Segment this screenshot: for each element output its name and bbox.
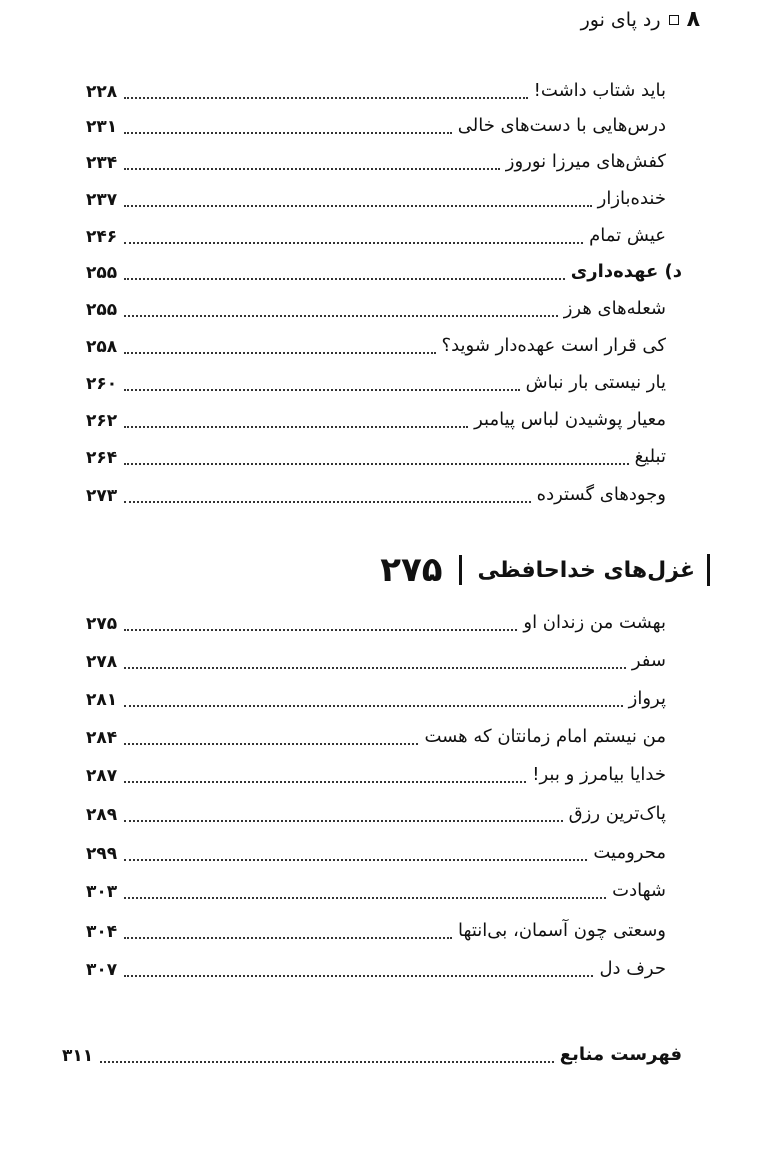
dot-leader (124, 937, 452, 939)
toc-entry[interactable] (86, 834, 682, 864)
section-title: غزل‌های خداحافظی (477, 557, 695, 583)
dot-leader (124, 426, 468, 428)
dot-leader (124, 629, 517, 631)
toc-entry[interactable] (86, 604, 682, 634)
toc-entry-title: کی قرار است عهده‌دار شوید؟ (441, 335, 666, 356)
toc-entry-page: ۲۸۱ (86, 690, 118, 710)
toc-entry-title: محرومیت (593, 842, 666, 863)
toc-entry[interactable] (86, 290, 682, 320)
dot-leader (124, 168, 500, 170)
toc-entry-title: بهشت من زندان او (523, 612, 666, 633)
toc-entry[interactable] (86, 327, 682, 357)
toc-entry-page: ۲۳۷ (86, 190, 118, 210)
toc-entry-page: ۲۷۸ (86, 652, 118, 672)
toc-entry-title: عیش تمام (589, 225, 666, 246)
dot-leader (100, 1061, 554, 1063)
toc-entry-page: ۲۲۸ (86, 82, 118, 102)
toc-entry-page: ۳۰۳ (86, 882, 118, 902)
dot-leader (124, 743, 418, 745)
toc-entry-page: ۲۵۵ (86, 263, 118, 283)
dot-leader (124, 897, 606, 899)
toc-entry[interactable] (86, 72, 682, 102)
square-ornament-icon (669, 15, 679, 25)
toc-entry-title: پاک‌ترین رزق (568, 803, 666, 824)
section-heading[interactable] (380, 548, 710, 592)
toc-entry-page: ۲۳۴ (86, 153, 118, 173)
toc-entry[interactable] (86, 872, 682, 902)
toc-entry-title: سفر (631, 650, 666, 671)
section-page-number: ۲۷۵ (380, 550, 443, 590)
toc-entry-page: ۲۷۳ (86, 486, 118, 506)
toc-entry-page: ۲۳۱ (86, 117, 118, 137)
dot-leader (124, 975, 593, 977)
toc-entry[interactable] (86, 180, 682, 210)
toc-sources-entry[interactable] (62, 1036, 682, 1066)
toc-entry[interactable] (86, 680, 682, 710)
toc-entry-title: خنده‌بازار (597, 188, 666, 209)
toc-entry[interactable] (86, 642, 682, 672)
toc-entry[interactable] (86, 401, 682, 431)
dot-leader (124, 705, 623, 707)
dot-leader (124, 97, 528, 99)
toc-entry-title: یار نیستی بار نباش (525, 372, 666, 393)
toc-entry-title: درس‌هایی با دست‌های خالی (457, 115, 666, 136)
dot-leader (124, 132, 452, 134)
toc-entry-title: شعله‌های هرز (563, 298, 666, 319)
toc-entry-page: ۲۵۸ (86, 337, 118, 357)
toc-subsection[interactable] (86, 253, 682, 283)
section-divider (459, 555, 462, 585)
running-header (581, 8, 700, 32)
toc-entry-page: ۲۶۴ (86, 448, 118, 468)
dot-leader (124, 820, 563, 822)
toc-entry-title: من نیستم امام زمانتان که هست (424, 726, 666, 747)
toc-entry-page: ۲۶۲ (86, 411, 118, 431)
toc-subsection-title: د) عهده‌داری (570, 261, 682, 282)
dot-leader (124, 389, 520, 391)
dot-leader (124, 463, 629, 465)
toc-entry[interactable] (86, 795, 682, 825)
dot-leader (124, 352, 436, 354)
toc-entry-page: ۲۴۶ (86, 227, 118, 247)
toc-entry-page: ۳۰۴ (86, 922, 118, 942)
toc-entry[interactable] (86, 950, 682, 980)
toc-entry-title: کفش‌های میرزا نوروز (505, 151, 666, 172)
header-page-number: ۸ (686, 7, 700, 32)
toc-entry-title: وسعتی چون آسمان، بی‌انتها (458, 920, 666, 941)
dot-leader (124, 859, 587, 861)
toc-entry-title: وجودهای گسترده (536, 484, 666, 505)
toc-entry[interactable] (86, 756, 682, 786)
toc-entry[interactable] (86, 718, 682, 748)
toc-entry-title: تبلیغ (634, 446, 666, 467)
section-bar (707, 554, 710, 586)
toc-entry-title: باید شتاب داشت! (533, 80, 666, 101)
toc-entry-page: ۲۸۷ (86, 766, 118, 786)
toc-entry-title: معیار پوشیدن لباس پیامبر (474, 409, 666, 430)
toc-entry-page: ۲۸۴ (86, 728, 118, 748)
toc-entry-page: ۲۵۵ (86, 300, 118, 320)
dot-leader (124, 781, 526, 783)
sources-title: فهرست منابع (559, 1044, 682, 1065)
toc-entry-title: پرواز (628, 688, 666, 709)
dot-leader (124, 278, 565, 280)
toc-entry[interactable] (86, 912, 682, 942)
toc-entry-page: ۲۷۵ (86, 614, 118, 634)
sources-page: ۳۱۱ (62, 1046, 94, 1066)
toc-entry[interactable] (86, 476, 682, 506)
toc-entry[interactable] (86, 364, 682, 394)
dot-leader (124, 501, 531, 503)
dot-leader (124, 242, 583, 244)
toc-entry[interactable] (86, 143, 682, 173)
dot-leader (124, 205, 592, 207)
toc-entry-page: ۲۹۹ (86, 844, 118, 864)
dot-leader (124, 315, 558, 317)
toc-entry-page: ۳۰۷ (86, 960, 118, 980)
toc-entry-title: شهادت (612, 880, 666, 901)
toc-entry-page: ۲۶۰ (86, 374, 118, 394)
toc-entry[interactable] (86, 438, 682, 468)
dot-leader (124, 667, 626, 669)
toc-entry[interactable] (86, 217, 682, 247)
toc-entry[interactable] (86, 107, 682, 137)
toc-entry-page: ۲۸۹ (86, 805, 118, 825)
toc-entry-title: خدایا بیامرز و ببر! (532, 764, 666, 785)
header-book-title: رد پای نور (580, 9, 661, 31)
toc-entry-title: حرف دل (599, 958, 666, 979)
